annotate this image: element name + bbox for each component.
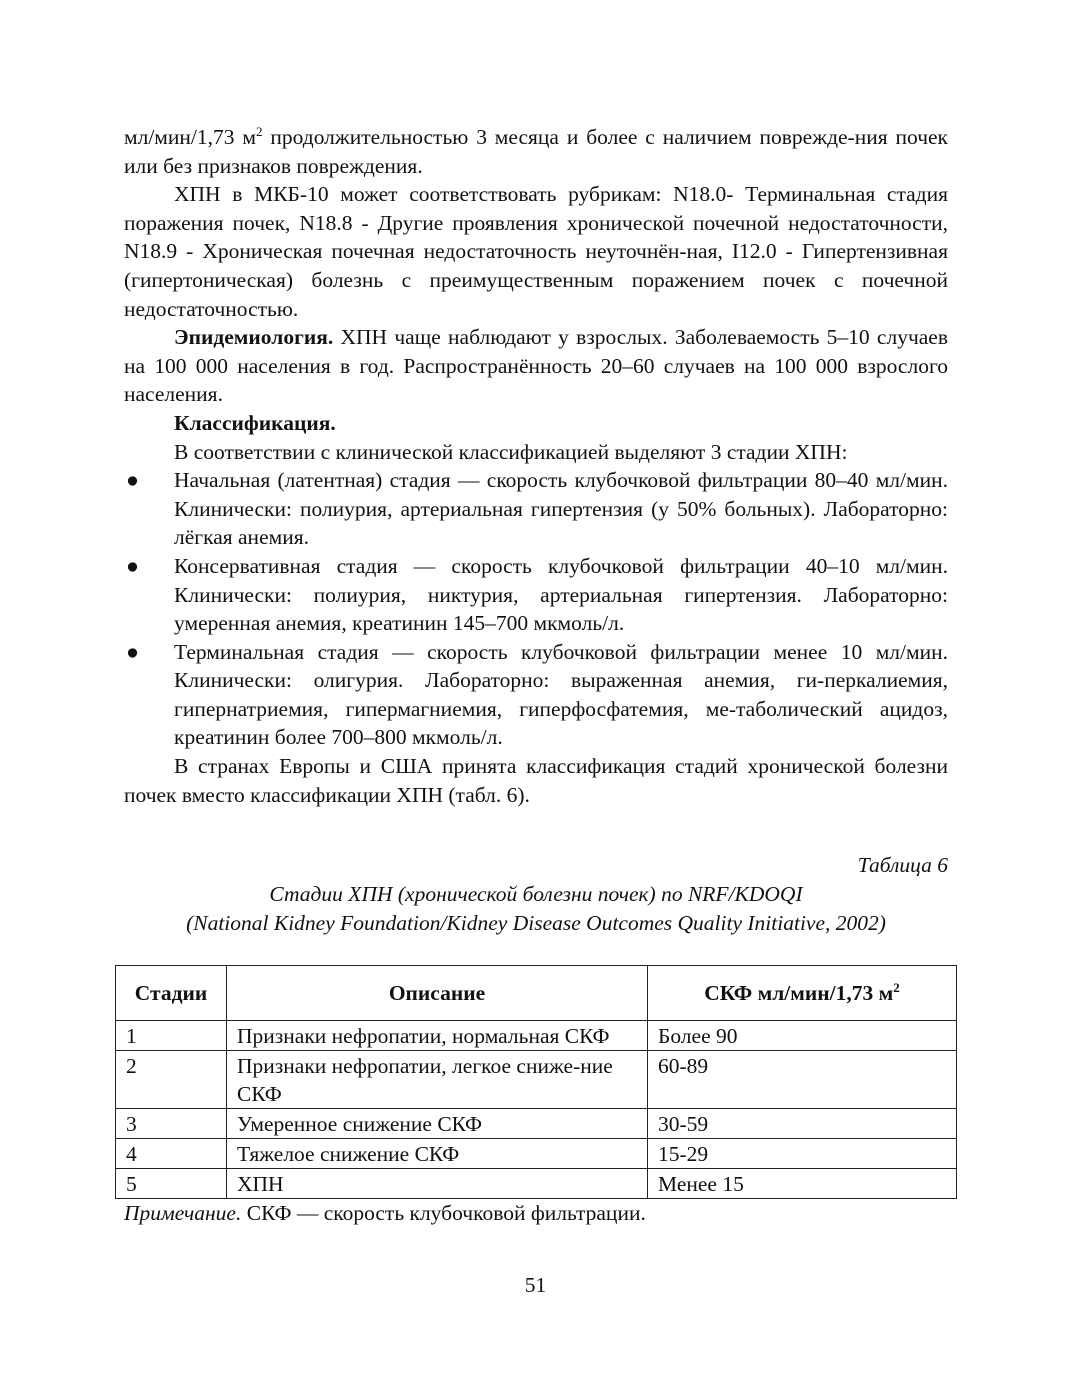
list-item — [124, 552, 948, 638]
table-note — [124, 1199, 948, 1228]
cell-description: Признаки нефропатии, нормальная СКФ — [227, 1020, 648, 1050]
cell-description: Умеренное снижение СКФ — [227, 1108, 648, 1138]
cell-stage: 5 — [116, 1168, 227, 1198]
paragraph-icd10: ХПН в МКБ-10 может соответствовать рубрикам: N18.0- Терминальная стадия поражения почек, N18.8 - Другие проявления хронической почечной недостаточности, N18.9 - Хроническая почечная недостаточность неуточнён-ная, I12.0 - Гипертензивная (гипертоническая) болезнь с преимущественным поражением почек с почечной недостаточностью. — [124, 182, 948, 321]
cell-stage: 4 — [116, 1138, 227, 1168]
note-label: Примечание. — [124, 1200, 242, 1225]
table-row — [116, 1050, 957, 1108]
table-title — [124, 880, 948, 938]
table-title-line: (National Kidney Foundation/Kidney Disease Outcomes Quality Initiative, 2002) — [186, 910, 886, 935]
table-title-line: Стадии ХПН (хронической болезни почек) по NRF/KDOQI — [269, 881, 803, 906]
cell-stage: 2 — [116, 1050, 227, 1108]
paragraph-epidemiology — [124, 323, 948, 409]
list-item — [124, 638, 948, 752]
stage-list — [124, 466, 948, 752]
header-gfr-text: СКФ мл/мин/1,73 м — [704, 980, 894, 1005]
page-content — [124, 123, 948, 1227]
bullet-icon: ● — [126, 468, 139, 493]
note-text: СКФ — скорость клубочковой фильтрации. — [241, 1200, 646, 1225]
bullet-icon: ● — [126, 639, 139, 664]
cell-description: ХПН — [227, 1168, 648, 1198]
cell-stage: 3 — [116, 1108, 227, 1138]
cell-gfr: 15-29 — [648, 1138, 957, 1168]
cell-gfr: Менее 15 — [648, 1168, 957, 1198]
table-row — [116, 1020, 957, 1050]
header-stages: Стадии — [116, 965, 227, 1020]
paragraph-classification-intro: В соответствии с клинической классификацией выделяют 3 стадии ХПН: — [174, 439, 848, 464]
text: мл/мин/1,73 м — [124, 125, 256, 149]
classification-heading: Классификация. — [174, 410, 336, 435]
paragraph-europe-usa: В странах Европы и США принята классификация стадий хронической болезни почек вместо классификации ХПН (табл. 6). — [124, 754, 948, 807]
table-header-row — [116, 965, 957, 1020]
table-number: Таблица 6 — [857, 853, 948, 878]
bullet-icon: ● — [126, 553, 139, 578]
header-gfr — [648, 965, 957, 1020]
text: продолжительностью 3 месяца и более с наличием поврежде-ния почек или без признаков повреждения. — [124, 125, 948, 178]
cell-gfr: 30-59 — [648, 1108, 957, 1138]
table-row — [116, 1138, 957, 1168]
list-item — [124, 466, 948, 552]
table-row — [116, 1168, 957, 1198]
cell-description: Признаки нефропатии, легкое сниже-ние СКФ — [227, 1050, 648, 1108]
cell-description: Тяжелое снижение СКФ — [227, 1138, 648, 1168]
superscript: 2 — [256, 124, 263, 139]
cell-gfr: 60-89 — [648, 1050, 957, 1108]
cell-gfr: Более 90 — [648, 1020, 957, 1050]
list-item-text: Начальная (латентная) стадия — скорость клубочковой фильтрации 80–40 мл/мин. Клинически: полиурия, артериальная гипертензия (у 50% больных). Лабораторно: лёгкая анемия. — [174, 468, 948, 550]
text: ХПН чаще наблюдают у взрослых. Заболеваемость 5–10 случаев на 100 000 населения в год. Распространённость 20–60 случаев на 100 000 взрослого населения. — [124, 325, 948, 407]
paragraph-gfr-definition — [124, 123, 948, 180]
table-row — [116, 1108, 957, 1138]
ckd-stages-table — [115, 965, 957, 1199]
list-item-text: Терминальная стадия — скорость клубочковой фильтрации менее 10 мл/мин. Клинически: олигурия. Лабораторно: выраженная анемия, ги-перкалиемия, гипернатриемия, гипермагниемия, гиперфосфатемия, ме-таболический ацидоз, креатинин более 700–800 мкмоль/л. — [174, 639, 948, 750]
page-number: 51 — [524, 1273, 547, 1297]
cell-stage: 1 — [116, 1020, 227, 1050]
list-item-text: Консервативная стадия — скорость клубочковой фильтрации 40–10 мл/мин. Клинически: полиурия, никтурия, артериальная гипертензия. Лабораторно: умеренная анемия, креатинин 145–700 мкмоль/л. — [174, 553, 948, 636]
superscript: 2 — [893, 979, 900, 995]
header-description: Описание — [227, 965, 648, 1020]
epidemiology-heading: Эпидемиология. — [174, 325, 334, 350]
